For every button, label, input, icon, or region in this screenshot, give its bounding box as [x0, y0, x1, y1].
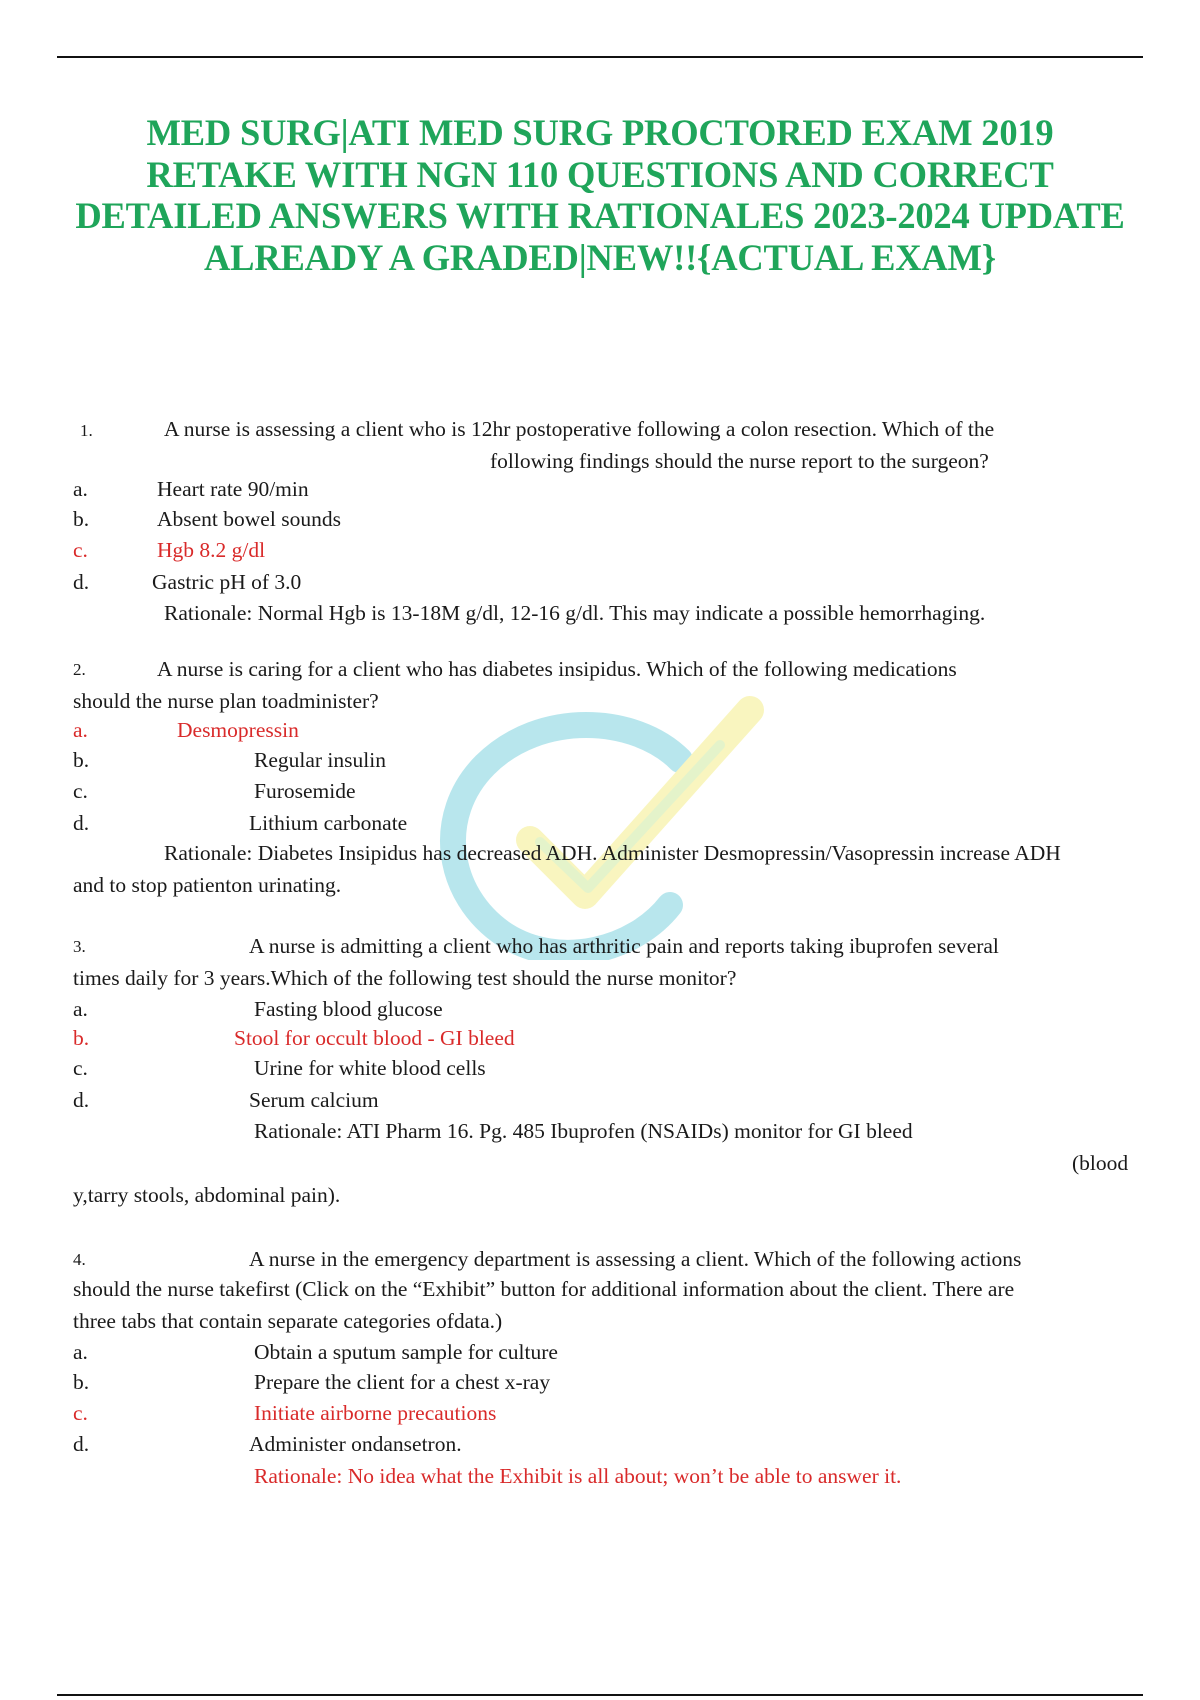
q3-option-a: Fasting blood glucose [254, 997, 443, 1021]
q2-rationale-cont: and to stop patienton urinating. [73, 873, 342, 897]
q4-option-d-letter: d. [73, 1432, 90, 1456]
q2-option-a-letter: a. [73, 718, 88, 742]
q1-rationale: Rationale: Normal Hgb is 13-18M g/dl, 12-16 g/dl. This may indicate a possible hemorrhaging. [164, 601, 986, 625]
q4-option-c-letter: c. [73, 1401, 88, 1425]
q2-option-b-letter: b. [73, 748, 90, 772]
document-title: MED SURG|ATI MED SURG PROCTORED EXAM 2019 RETAKE WITH NGN 110 QUESTIONS AND CORRECT DETAILED ANSWERS WITH RATIONALES 2023-2024 UPDATE ALREADY A GRADED|NEW!!{ACTUAL EXAM} [75, 112, 1125, 278]
q1-number: 1. [80, 421, 93, 440]
q1-option-b-letter: b. [73, 507, 90, 531]
q1-option-a-letter: a. [73, 477, 88, 501]
q4-option-b: Prepare the client for a chest x-ray [254, 1370, 551, 1394]
q3-option-c-letter: c. [73, 1056, 88, 1080]
q2-option-a-correct: Desmopressin [177, 718, 299, 742]
q4-number: 4. [73, 1250, 86, 1269]
q1-stem: A nurse is assessing a client who is 12hr postoperative following a colon resection. Which of the [164, 417, 995, 441]
q4-stem-end: three tabs that contain separate categories ofdata.) [73, 1309, 503, 1333]
q4-rationale: Rationale: No idea what the Exhibit is all about; won’t be able to answer it. [254, 1464, 902, 1488]
q2-stem-cont: should the nurse plan toadminister? [73, 689, 379, 713]
q1-option-d: Gastric pH of 3.0 [152, 570, 302, 594]
q3-rationale-cont: (blood [1072, 1151, 1129, 1175]
q2-option-d-letter: d. [73, 811, 90, 835]
q3-option-c: Urine for white blood cells [254, 1056, 486, 1080]
q1-option-d-letter: d. [73, 570, 90, 594]
q3-option-b-letter: b. [73, 1026, 90, 1050]
q2-option-c: Furosemide [254, 779, 356, 803]
q2-number: 2. [73, 660, 86, 679]
q3-option-d: Serum calcium [249, 1088, 379, 1112]
q3-option-b-correct: Stool for occult blood - GI bleed [234, 1026, 515, 1050]
q3-rationale-end: y,tarry stools, abdominal pain). [73, 1183, 341, 1207]
q4-option-a-letter: a. [73, 1340, 88, 1364]
q1-option-b: Absent bowel sounds [157, 507, 341, 531]
q4-stem-cont: should the nurse takefirst (Click on the “Exhibit” button for additional information about the client. There are [73, 1277, 1015, 1301]
q1-stem-cont: following findings should the nurse report to the surgeon? [490, 449, 989, 473]
q1-option-c-correct: Hgb 8.2 g/dl [157, 538, 266, 562]
q2-rationale: Rationale: Diabetes Insipidus has decreased ADH. Administer Desmopressin/Vasopressin increase ADH [164, 841, 1061, 865]
q3-option-a-letter: a. [73, 997, 88, 1021]
q4-option-c-correct: Initiate airborne precautions [254, 1401, 497, 1425]
q3-rationale: Rationale: ATI Pharm 16. Pg. 485 Ibuprofen (NSAIDs) monitor for GI bleed [254, 1119, 913, 1143]
watermark-logo-icon [420, 690, 800, 960]
q4-option-d: Administer ondansetron. [249, 1432, 462, 1456]
top-rule [57, 56, 1143, 58]
q2-stem: A nurse is caring for a client who has diabetes insipidus. Which of the following medications [157, 657, 957, 681]
q2-option-c-letter: c. [73, 779, 88, 803]
q3-number: 3. [73, 937, 86, 956]
q1-option-a: Heart rate 90/min [157, 477, 309, 501]
q2-option-d: Lithium carbonate [249, 811, 408, 835]
q3-stem-cont: times daily for 3 years.Which of the following test should the nurse monitor? [73, 966, 737, 990]
q3-option-d-letter: d. [73, 1088, 90, 1112]
q2-option-b: Regular insulin [254, 748, 386, 772]
q3-stem: A nurse is admitting a client who has arthritic pain and reports taking ibuprofen several [249, 934, 999, 958]
q4-option-b-letter: b. [73, 1370, 90, 1394]
bottom-rule [57, 1694, 1143, 1696]
q4-option-a: Obtain a sputum sample for culture [254, 1340, 558, 1364]
q1-option-c-letter: c. [73, 538, 88, 562]
q4-stem: A nurse in the emergency department is assessing a client. Which of the following actions [249, 1247, 1022, 1271]
